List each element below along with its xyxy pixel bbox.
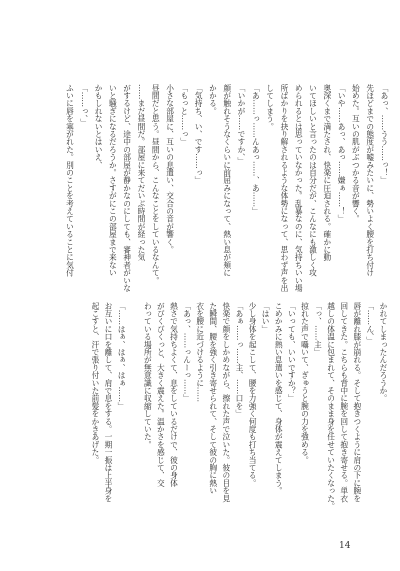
text-line: こめかみに熱い息遣いを感じて、身体が震えてしまう。 [274, 302, 284, 495]
text-line: 掠れた声で囁いて、ぎゅうと腕の力を強める。 [300, 302, 310, 464]
text-line: 「っ、……主」 [313, 302, 323, 356]
text-line: いと騒ぎになるだろうか。さすがにこの部屋まで来ない [108, 84, 118, 277]
text-line: 「いっても、いいですか？」 [287, 302, 297, 403]
text-line: かもしれないとはいえ、 [94, 84, 104, 169]
page-number: 14 [339, 541, 351, 551]
text-line: ふいに唇を塞がれた。別のことを考えていることに気付 [65, 84, 75, 277]
text-line: 小さな部屋に、互いの息遣い、交合の音が響く。 [165, 84, 175, 254]
text-line: 快楽で顔をしかめながら、擦れた声で泣いた。彼の目を見 [221, 302, 231, 503]
text-line: 「……ん、」 [365, 302, 375, 345]
text-line: がするけど、途中の部屋が静かなのにしても、審神者がいな [122, 84, 132, 292]
text-line: 熱さで気持ちよくて、息をしているだけで、彼の身体 [169, 302, 179, 487]
text-line: 「もっと……っ」 [179, 84, 189, 146]
text-line: 衣を腰に近づけるように…… [195, 302, 205, 403]
text-line: いてほしいと言ったのは自分だが、こんなにも激しく攻 [308, 84, 318, 277]
text-line: 「あっ、……っんーっ……」 [182, 302, 192, 403]
text-line: 越しの体温に包まれて、そのまま身を任せていたくなった。 [326, 302, 336, 510]
upper-tier [60, 84, 391, 294]
text-line: 少し身体を起こして、腰を力強く何度も打ち当てる。 [248, 302, 258, 487]
text-line: 顔が触れそうなくらいに前屈みになって、熱い息が頬に [222, 84, 232, 277]
text-line: かれてしまったんだろうか。 [379, 302, 388, 403]
text-line: ……まだ昼間だ。部屋に来てだいぶ時間が経った気 [136, 84, 146, 262]
text-line: 「気持ち、い、です……っ」 [194, 84, 204, 185]
text-line [128, 302, 141, 518]
text-line: がびくびくっと、大きく震えた。温かさを感じて、交 [156, 302, 166, 487]
text-line: お互いに口を離して、肩で息をする。一期一振は上半身を [104, 302, 114, 503]
text-line: 「あ……っ……んあっ……、あ……」 [251, 84, 261, 215]
text-line: 始めた。互いの肌がぶつかる音が響く。 [351, 84, 361, 223]
text-line: 先ほどまでの態度が嘘みたいに、勢いよく腰を打ち付け [365, 84, 375, 277]
text-line: 「あぁ……っ……主、……口を」 [234, 302, 244, 418]
text-line: 「いかが……ですか、」 [237, 84, 247, 165]
text-line: 「あっ、……うう……っ！」 [380, 84, 389, 185]
text-line: められるとは思っていなかった。乱暴なのに、気持ちいい場 [294, 84, 304, 292]
text-line: 「……はぁ、はぁ、はぁ……」 [117, 302, 127, 410]
text-line: た瞬間、腰を強く引き寄せられて、そして彼の胸に熱い [208, 302, 218, 495]
text-line: わっている場所が無意識に収縮していた。 [143, 302, 153, 449]
text-line: 昼間だと思う。昼間から、こんなことをしているなんて。 [151, 84, 161, 285]
text-line: してしまう。 [265, 84, 275, 131]
text-line: 奥深くまで満たされ、快楽に圧迫される。確かに動 [322, 84, 332, 262]
text-line: 唇が離れ膝が崩れる。そして抱きつくように肩の下に腕を [352, 302, 362, 503]
lower-tier [86, 302, 390, 518]
text-line: 「いや……あっ、あっ……嫌ぁ……！」 [337, 84, 347, 223]
text-line: 「……っ、」 [79, 84, 89, 127]
text-line: 「はい」 [261, 302, 271, 333]
text-line: 起こすと、汗で張り付いた前髪をかきあげた。 [90, 302, 100, 464]
text-line: 回してきた。こちらも背中に腕を回して抱き寄せる。単衣 [339, 302, 349, 503]
text-line: 所ばかりを抉り解されるような体勢になって、思わず声を出 [279, 84, 289, 292]
text-line: かかる。 [208, 84, 218, 115]
